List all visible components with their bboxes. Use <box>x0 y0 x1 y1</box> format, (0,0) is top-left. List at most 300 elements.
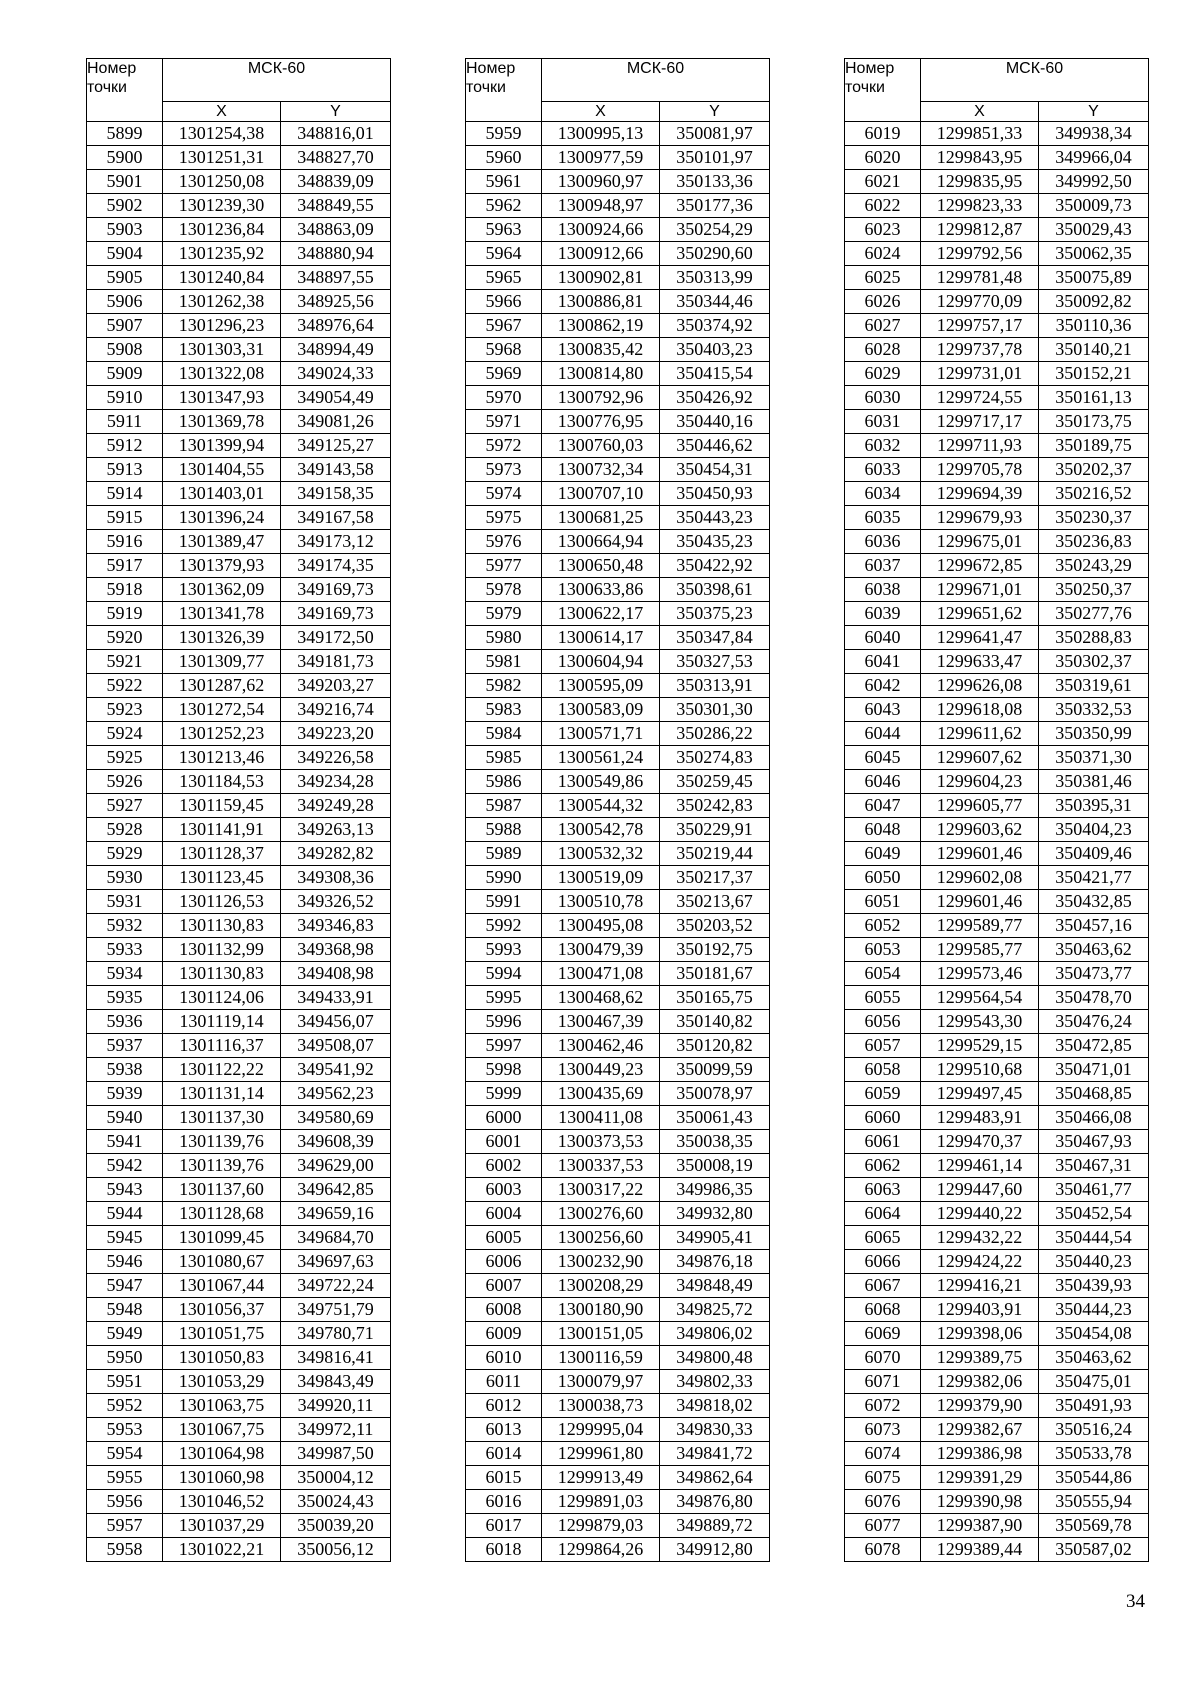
point-number-cell: 6054 <box>845 962 921 986</box>
y-coordinate-cell: 350288,83 <box>1039 626 1149 650</box>
y-coordinate-cell: 349167,58 <box>281 506 391 530</box>
y-coordinate-cell: 350217,37 <box>660 866 770 890</box>
header-x: X <box>542 102 660 122</box>
y-coordinate-cell: 349346,83 <box>281 914 391 938</box>
y-coordinate-cell: 350350,99 <box>1039 722 1149 746</box>
x-coordinate-cell: 1300814,80 <box>542 362 660 386</box>
point-number-cell: 5942 <box>87 1154 163 1178</box>
point-number-cell: 5965 <box>466 266 542 290</box>
table-row <box>845 1010 1149 1034</box>
y-coordinate-cell: 349216,74 <box>281 698 391 722</box>
point-number-cell: 5916 <box>87 530 163 554</box>
y-coordinate-cell: 348827,70 <box>281 146 391 170</box>
point-number-cell: 6013 <box>466 1418 542 1442</box>
y-coordinate-cell: 349541,92 <box>281 1058 391 1082</box>
x-coordinate-cell: 1299961,80 <box>542 1442 660 1466</box>
x-coordinate-cell: 1299601,46 <box>921 890 1039 914</box>
y-coordinate-cell: 349169,73 <box>281 578 391 602</box>
table-row <box>87 506 391 530</box>
x-coordinate-cell: 1300732,34 <box>542 458 660 482</box>
point-number-cell: 6059 <box>845 1082 921 1106</box>
y-coordinate-cell: 350056,12 <box>281 1538 391 1562</box>
point-number-cell: 5930 <box>87 866 163 890</box>
table-row <box>466 1058 770 1082</box>
point-number-cell: 6074 <box>845 1442 921 1466</box>
y-coordinate-cell: 350439,93 <box>1039 1274 1149 1298</box>
x-coordinate-cell: 1299671,01 <box>921 578 1039 602</box>
x-coordinate-cell: 1301124,06 <box>163 986 281 1010</box>
x-coordinate-cell: 1301051,75 <box>163 1322 281 1346</box>
point-number-cell: 6026 <box>845 290 921 314</box>
x-coordinate-cell: 1300977,59 <box>542 146 660 170</box>
y-coordinate-cell: 350243,29 <box>1039 554 1149 578</box>
y-coordinate-cell: 348839,09 <box>281 170 391 194</box>
point-number-cell: 6060 <box>845 1106 921 1130</box>
y-coordinate-cell: 348925,56 <box>281 290 391 314</box>
x-coordinate-cell: 1299781,48 <box>921 266 1039 290</box>
y-coordinate-cell: 350404,23 <box>1039 818 1149 842</box>
point-number-cell: 6016 <box>466 1490 542 1514</box>
y-coordinate-cell: 350457,16 <box>1039 914 1149 938</box>
table-row <box>87 1490 391 1514</box>
x-coordinate-cell: 1301046,52 <box>163 1490 281 1514</box>
x-coordinate-cell: 1300995,13 <box>542 122 660 146</box>
point-number-cell: 6031 <box>845 410 921 434</box>
x-coordinate-cell: 1299694,39 <box>921 482 1039 506</box>
y-coordinate-cell: 350463,62 <box>1039 938 1149 962</box>
y-coordinate-cell: 350177,36 <box>660 194 770 218</box>
point-number-cell: 5899 <box>87 122 163 146</box>
point-number-cell: 5958 <box>87 1538 163 1562</box>
x-coordinate-cell: 1300571,71 <box>542 722 660 746</box>
table-row <box>87 1250 391 1274</box>
point-number-cell: 6014 <box>466 1442 542 1466</box>
point-number-cell: 6069 <box>845 1322 921 1346</box>
y-coordinate-cell: 349282,82 <box>281 842 391 866</box>
y-coordinate-cell: 350468,85 <box>1039 1082 1149 1106</box>
point-number-cell: 6027 <box>845 314 921 338</box>
x-coordinate-cell: 1300862,19 <box>542 314 660 338</box>
point-number-cell: 6006 <box>466 1250 542 1274</box>
x-coordinate-cell: 1301326,39 <box>163 626 281 650</box>
x-coordinate-cell: 1300208,29 <box>542 1274 660 1298</box>
x-coordinate-cell: 1301022,21 <box>163 1538 281 1562</box>
y-coordinate-cell: 350440,16 <box>660 410 770 434</box>
x-coordinate-cell: 1300707,10 <box>542 482 660 506</box>
table-row <box>845 770 1149 794</box>
point-number-cell: 5910 <box>87 386 163 410</box>
y-coordinate-cell: 350475,01 <box>1039 1370 1149 1394</box>
y-coordinate-cell: 350403,23 <box>660 338 770 362</box>
table-row <box>466 986 770 1010</box>
point-number-cell: 6022 <box>845 194 921 218</box>
table-row <box>845 674 1149 698</box>
table-body <box>87 122 391 1562</box>
x-coordinate-cell: 1300180,90 <box>542 1298 660 1322</box>
table-row <box>845 914 1149 938</box>
table-row <box>845 194 1149 218</box>
table-row <box>845 962 1149 986</box>
table-body <box>845 122 1149 1562</box>
point-number-cell: 5934 <box>87 962 163 986</box>
y-coordinate-cell: 350099,59 <box>660 1058 770 1082</box>
point-number-cell: 6063 <box>845 1178 921 1202</box>
point-number-cell: 6057 <box>845 1034 921 1058</box>
x-coordinate-cell: 1299398,06 <box>921 1322 1039 1346</box>
y-coordinate-cell: 348849,55 <box>281 194 391 218</box>
y-coordinate-cell: 350422,92 <box>660 554 770 578</box>
table-row <box>87 938 391 962</box>
x-coordinate-cell: 1301250,08 <box>163 170 281 194</box>
x-coordinate-cell: 1301123,45 <box>163 866 281 890</box>
point-number-cell: 5939 <box>87 1082 163 1106</box>
table-row <box>87 650 391 674</box>
x-coordinate-cell: 1301131,14 <box>163 1082 281 1106</box>
x-coordinate-cell: 1300449,23 <box>542 1058 660 1082</box>
table-row <box>466 1298 770 1322</box>
x-coordinate-cell: 1299675,01 <box>921 530 1039 554</box>
table-row <box>466 1154 770 1178</box>
y-coordinate-cell: 348994,49 <box>281 338 391 362</box>
point-number-cell: 5936 <box>87 1010 163 1034</box>
point-number-cell: 5995 <box>466 986 542 1010</box>
y-coordinate-cell: 350467,93 <box>1039 1130 1149 1154</box>
x-coordinate-cell: 1301053,29 <box>163 1370 281 1394</box>
point-number-cell: 5948 <box>87 1298 163 1322</box>
table-row <box>845 506 1149 530</box>
table-row <box>466 1442 770 1466</box>
point-number-cell: 6005 <box>466 1226 542 1250</box>
y-coordinate-cell: 349308,36 <box>281 866 391 890</box>
x-coordinate-cell: 1301303,31 <box>163 338 281 362</box>
table-row <box>466 698 770 722</box>
x-coordinate-cell: 1299510,68 <box>921 1058 1039 1082</box>
x-coordinate-cell: 1300595,09 <box>542 674 660 698</box>
table-row <box>466 1082 770 1106</box>
table-row <box>845 314 1149 338</box>
x-coordinate-cell: 1299497,45 <box>921 1082 1039 1106</box>
x-coordinate-cell: 1300549,86 <box>542 770 660 794</box>
point-number-cell: 5944 <box>87 1202 163 1226</box>
table-row <box>87 1514 391 1538</box>
point-number-cell: 6021 <box>845 170 921 194</box>
table-row <box>466 554 770 578</box>
x-coordinate-cell: 1299604,23 <box>921 770 1039 794</box>
y-coordinate-cell: 349024,33 <box>281 362 391 386</box>
y-coordinate-cell: 349143,58 <box>281 458 391 482</box>
table-row <box>466 818 770 842</box>
table-row <box>845 242 1149 266</box>
point-number-cell: 6072 <box>845 1394 921 1418</box>
x-coordinate-cell: 1300116,59 <box>542 1346 660 1370</box>
x-coordinate-cell: 1300633,86 <box>542 578 660 602</box>
point-number-cell: 5992 <box>466 914 542 938</box>
point-number-cell: 6007 <box>466 1274 542 1298</box>
point-number-cell: 5951 <box>87 1370 163 1394</box>
table-row <box>466 578 770 602</box>
point-number-cell: 6073 <box>845 1418 921 1442</box>
table-row <box>87 842 391 866</box>
y-coordinate-cell: 350202,37 <box>1039 458 1149 482</box>
table-row <box>466 794 770 818</box>
point-number-cell: 6012 <box>466 1394 542 1418</box>
y-coordinate-cell: 350476,24 <box>1039 1010 1149 1034</box>
table-row <box>466 362 770 386</box>
table-row <box>845 1130 1149 1154</box>
x-coordinate-cell: 1299391,29 <box>921 1466 1039 1490</box>
point-number-cell: 5913 <box>87 458 163 482</box>
y-coordinate-cell: 350446,62 <box>660 434 770 458</box>
x-coordinate-cell: 1301067,44 <box>163 1274 281 1298</box>
y-coordinate-cell: 350344,46 <box>660 290 770 314</box>
y-coordinate-cell: 350062,35 <box>1039 242 1149 266</box>
table-row <box>845 1394 1149 1418</box>
point-number-cell: 5900 <box>87 146 163 170</box>
point-number-cell: 5961 <box>466 170 542 194</box>
point-number-cell: 5988 <box>466 818 542 842</box>
point-number-cell: 5929 <box>87 842 163 866</box>
point-number-cell: 6039 <box>845 602 921 626</box>
point-number-cell: 6068 <box>845 1298 921 1322</box>
y-coordinate-cell: 349181,73 <box>281 650 391 674</box>
y-coordinate-cell: 349234,28 <box>281 770 391 794</box>
point-number-cell: 5935 <box>87 986 163 1010</box>
y-coordinate-cell: 349263,13 <box>281 818 391 842</box>
point-number-cell: 5932 <box>87 914 163 938</box>
point-number-cell: 5922 <box>87 674 163 698</box>
y-coordinate-cell: 350478,70 <box>1039 986 1149 1010</box>
x-coordinate-cell: 1299432,22 <box>921 1226 1039 1250</box>
y-coordinate-cell: 350432,85 <box>1039 890 1149 914</box>
table-row <box>845 602 1149 626</box>
point-number-cell: 5993 <box>466 938 542 962</box>
x-coordinate-cell: 1301128,37 <box>163 842 281 866</box>
point-number-cell: 5915 <box>87 506 163 530</box>
x-coordinate-cell: 1300948,97 <box>542 194 660 218</box>
point-number-cell: 5938 <box>87 1058 163 1082</box>
table-row <box>466 458 770 482</box>
x-coordinate-cell: 1300373,53 <box>542 1130 660 1154</box>
y-coordinate-cell: 350230,37 <box>1039 506 1149 530</box>
y-coordinate-cell: 350110,36 <box>1039 314 1149 338</box>
x-coordinate-cell: 1299389,44 <box>921 1538 1039 1562</box>
y-coordinate-cell: 349368,98 <box>281 938 391 962</box>
x-coordinate-cell: 1300532,32 <box>542 842 660 866</box>
y-coordinate-cell: 348880,94 <box>281 242 391 266</box>
table-row <box>845 146 1149 170</box>
table-row <box>87 530 391 554</box>
table-row <box>466 146 770 170</box>
point-number-cell: 6053 <box>845 938 921 962</box>
table-row <box>466 1202 770 1226</box>
x-coordinate-cell: 1301362,09 <box>163 578 281 602</box>
y-coordinate-cell: 350213,67 <box>660 890 770 914</box>
x-coordinate-cell: 1299618,08 <box>921 698 1039 722</box>
table-row <box>845 1370 1149 1394</box>
x-coordinate-cell: 1301050,83 <box>163 1346 281 1370</box>
point-number-cell: 6018 <box>466 1538 542 1562</box>
x-coordinate-cell: 1300792,96 <box>542 386 660 410</box>
y-coordinate-cell: 350461,77 <box>1039 1178 1149 1202</box>
point-number-cell: 6029 <box>845 362 921 386</box>
point-number-cell: 5950 <box>87 1346 163 1370</box>
point-number-cell: 5905 <box>87 266 163 290</box>
y-coordinate-cell: 350454,31 <box>660 458 770 482</box>
point-number-cell: 5966 <box>466 290 542 314</box>
y-coordinate-cell: 349816,41 <box>281 1346 391 1370</box>
y-coordinate-cell: 350587,02 <box>1039 1538 1149 1562</box>
y-coordinate-cell: 350395,31 <box>1039 794 1149 818</box>
table-row <box>845 410 1149 434</box>
table-row <box>466 434 770 458</box>
table-row <box>87 1394 391 1418</box>
x-coordinate-cell: 1301064,98 <box>163 1442 281 1466</box>
point-number-cell: 5987 <box>466 794 542 818</box>
point-number-cell: 6056 <box>845 1010 921 1034</box>
point-number-cell: 5994 <box>466 962 542 986</box>
y-coordinate-cell: 349905,41 <box>660 1226 770 1250</box>
x-coordinate-cell: 1300232,90 <box>542 1250 660 1274</box>
table-row <box>87 362 391 386</box>
table-row <box>845 1418 1149 1442</box>
point-number-cell: 5917 <box>87 554 163 578</box>
point-number-cell: 6042 <box>845 674 921 698</box>
point-number-cell: 6046 <box>845 770 921 794</box>
point-number-cell: 5967 <box>466 314 542 338</box>
point-number-cell: 6001 <box>466 1130 542 1154</box>
y-coordinate-cell: 349920,11 <box>281 1394 391 1418</box>
table-row <box>845 482 1149 506</box>
x-coordinate-cell: 1301347,93 <box>163 386 281 410</box>
y-coordinate-cell: 350371,30 <box>1039 746 1149 770</box>
x-coordinate-cell: 1299390,98 <box>921 1490 1039 1514</box>
point-number-cell: 5980 <box>466 626 542 650</box>
x-coordinate-cell: 1300411,08 <box>542 1106 660 1130</box>
y-coordinate-cell: 349642,85 <box>281 1178 391 1202</box>
x-coordinate-cell: 1299403,91 <box>921 1298 1039 1322</box>
x-coordinate-cell: 1300038,73 <box>542 1394 660 1418</box>
y-coordinate-cell: 349972,11 <box>281 1418 391 1442</box>
coordinates-table-3 <box>844 58 1149 1562</box>
point-number-cell: 6076 <box>845 1490 921 1514</box>
x-coordinate-cell: 1299607,62 <box>921 746 1039 770</box>
x-coordinate-cell: 1300495,08 <box>542 914 660 938</box>
y-coordinate-cell: 349408,98 <box>281 962 391 986</box>
x-coordinate-cell: 1299585,77 <box>921 938 1039 962</box>
point-number-cell: 5985 <box>466 746 542 770</box>
point-number-cell: 6036 <box>845 530 921 554</box>
x-coordinate-cell: 1300276,60 <box>542 1202 660 1226</box>
x-coordinate-cell: 1300079,97 <box>542 1370 660 1394</box>
table-row <box>87 1370 391 1394</box>
x-coordinate-cell: 1300664,94 <box>542 530 660 554</box>
table-row <box>845 1226 1149 1250</box>
table-row <box>845 122 1149 146</box>
table-row <box>87 746 391 770</box>
table-row <box>845 1178 1149 1202</box>
y-coordinate-cell: 350216,52 <box>1039 482 1149 506</box>
x-coordinate-cell: 1301262,38 <box>163 290 281 314</box>
point-number-cell: 6048 <box>845 818 921 842</box>
x-coordinate-cell: 1300835,42 <box>542 338 660 362</box>
table-row <box>845 1346 1149 1370</box>
y-coordinate-cell: 350516,24 <box>1039 1418 1149 1442</box>
table-row <box>466 1034 770 1058</box>
table-row <box>845 746 1149 770</box>
y-coordinate-cell: 349174,35 <box>281 554 391 578</box>
y-coordinate-cell: 350152,21 <box>1039 362 1149 386</box>
table-row <box>87 1010 391 1034</box>
x-coordinate-cell: 1301128,68 <box>163 1202 281 1226</box>
table-row <box>845 1274 1149 1298</box>
y-coordinate-cell: 349986,35 <box>660 1178 770 1202</box>
y-coordinate-cell: 350236,83 <box>1039 530 1149 554</box>
x-coordinate-cell: 1299731,01 <box>921 362 1039 386</box>
table-row <box>845 842 1149 866</box>
point-number-cell: 6041 <box>845 650 921 674</box>
point-number-cell: 6062 <box>845 1154 921 1178</box>
table-row <box>466 266 770 290</box>
table-row <box>87 1178 391 1202</box>
y-coordinate-cell: 348897,55 <box>281 266 391 290</box>
point-number-cell: 6071 <box>845 1370 921 1394</box>
table-row <box>466 482 770 506</box>
point-number-cell: 6015 <box>466 1466 542 1490</box>
x-coordinate-cell: 1299995,04 <box>542 1418 660 1442</box>
x-coordinate-cell: 1301060,98 <box>163 1466 281 1490</box>
x-coordinate-cell: 1300561,24 <box>542 746 660 770</box>
y-coordinate-cell: 350008,19 <box>660 1154 770 1178</box>
point-number-cell: 6065 <box>845 1226 921 1250</box>
point-number-cell: 5911 <box>87 410 163 434</box>
y-coordinate-cell: 350415,54 <box>660 362 770 386</box>
table-row <box>466 314 770 338</box>
point-number-cell: 6038 <box>845 578 921 602</box>
y-coordinate-cell: 349580,69 <box>281 1106 391 1130</box>
point-number-cell: 6003 <box>466 1178 542 1202</box>
table-row <box>845 698 1149 722</box>
point-number-cell: 5984 <box>466 722 542 746</box>
point-number-cell: 5969 <box>466 362 542 386</box>
table-row <box>87 434 391 458</box>
table-row <box>87 1058 391 1082</box>
x-coordinate-cell: 1301389,47 <box>163 530 281 554</box>
table-row <box>845 1202 1149 1226</box>
point-number-cell: 5999 <box>466 1082 542 1106</box>
point-number-cell: 5968 <box>466 338 542 362</box>
y-coordinate-cell: 350133,36 <box>660 170 770 194</box>
x-coordinate-cell: 1301141,91 <box>163 818 281 842</box>
x-coordinate-cell: 1299792,56 <box>921 242 1039 266</box>
table-row <box>466 506 770 530</box>
table-row <box>845 1058 1149 1082</box>
point-number-cell: 6002 <box>466 1154 542 1178</box>
y-coordinate-cell: 350555,94 <box>1039 1490 1149 1514</box>
table-row <box>466 938 770 962</box>
y-coordinate-cell: 350301,30 <box>660 698 770 722</box>
table-row <box>87 698 391 722</box>
table-row <box>466 1418 770 1442</box>
table-row <box>845 794 1149 818</box>
table-row <box>87 794 391 818</box>
point-number-cell: 6034 <box>845 482 921 506</box>
x-coordinate-cell: 1299605,77 <box>921 794 1039 818</box>
y-coordinate-cell: 350120,82 <box>660 1034 770 1058</box>
point-number-cell: 5977 <box>466 554 542 578</box>
x-coordinate-cell: 1300650,48 <box>542 554 660 578</box>
point-number-cell: 5959 <box>466 122 542 146</box>
point-number-cell: 5964 <box>466 242 542 266</box>
